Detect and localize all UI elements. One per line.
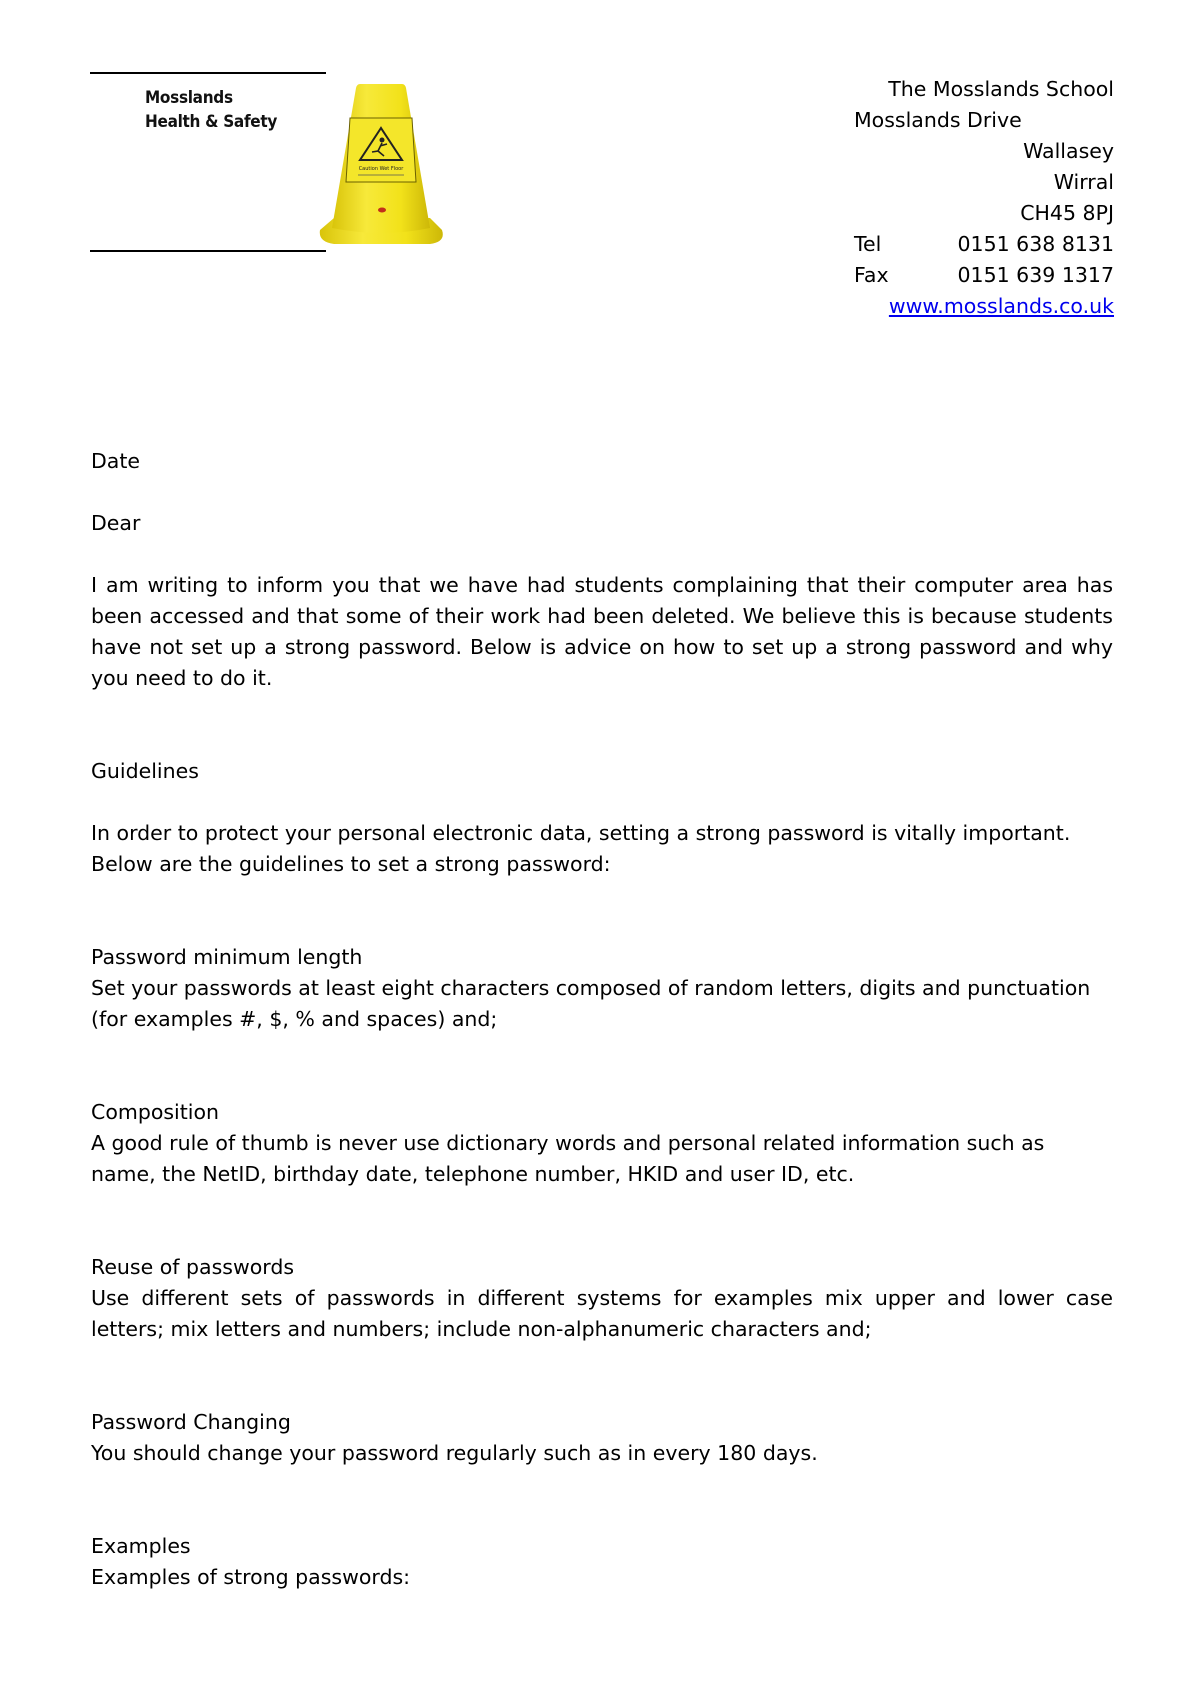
address-street: Mosslands Drive: [854, 108, 1022, 132]
website-link[interactable]: www.mosslands.co.uk: [888, 294, 1114, 318]
safety-cone-icon: [312, 80, 452, 252]
section-heading-changing: Password Changing: [91, 1410, 291, 1434]
address-postcode: CH45 8PJ: [1020, 201, 1114, 225]
fax-row: [854, 260, 1114, 291]
guidelines-heading: Guidelines: [91, 759, 199, 783]
section-text-composition: A good rule of thumb is never use dictionary words and personal related information such as name, the NetID, birthday date, telephone number, HKID and user ID, etc.: [91, 1131, 1045, 1186]
school-address: [854, 74, 1114, 322]
section-text-changing: You should change your password regularly such as in every 180 days.: [91, 1441, 818, 1465]
telephone-row: [854, 229, 1114, 260]
intro-paragraph: I am writing to inform you that we have had students complaining that their computer area has been accessed and that some of their work had been deleted. We believe this is because students have not set up a strong password. Below is advice on how to set up a strong password and why you need to do it.: [91, 573, 1113, 690]
fax-number: 0151 639 1317: [957, 263, 1114, 287]
address-area: Wirral: [1053, 170, 1114, 194]
logo-line-2: Health & Safety: [145, 112, 278, 132]
guidelines-intro: In order to protect your personal electronic data, setting a strong password is vitally important. Below are the guidelines to set a strong password:: [91, 821, 1071, 876]
letter-body: [91, 446, 1113, 1593]
section-heading-examples: Examples: [91, 1534, 191, 1558]
cone-sign-text: Caution Wet Floor: [358, 166, 404, 172]
website-row: [854, 291, 1114, 322]
tel-number: 0151 638 8131: [957, 232, 1114, 256]
logo-text: [145, 86, 277, 134]
fax-label: Fax: [854, 263, 889, 287]
section-heading-reuse: Reuse of passwords: [91, 1255, 295, 1279]
section-text-reuse: Use different sets of passwords in different systems for examples mix upper and lower case letters; mix letters and numbers; include non-alphanumeric characters and;: [91, 1286, 1113, 1341]
logo-bottom-rule: [90, 250, 326, 252]
section-text-min-length: Set your passwords at least eight characters composed of random letters, digits and punctuation (for examples #, $, % and spaces) and;: [91, 976, 1091, 1031]
section-heading-composition: Composition: [91, 1100, 220, 1124]
salutation: Dear: [91, 511, 141, 535]
school-name: The Mosslands School: [888, 77, 1114, 101]
section-text-examples: Examples of strong passwords:: [91, 1565, 411, 1589]
logo-top-rule: [90, 72, 326, 74]
tel-label: Tel: [854, 232, 882, 256]
logo-line-1: Mosslands: [145, 88, 233, 108]
date-label: Date: [91, 449, 140, 473]
section-heading-min-length: Password minimum length: [91, 945, 363, 969]
address-town: Wallasey: [1023, 139, 1114, 163]
